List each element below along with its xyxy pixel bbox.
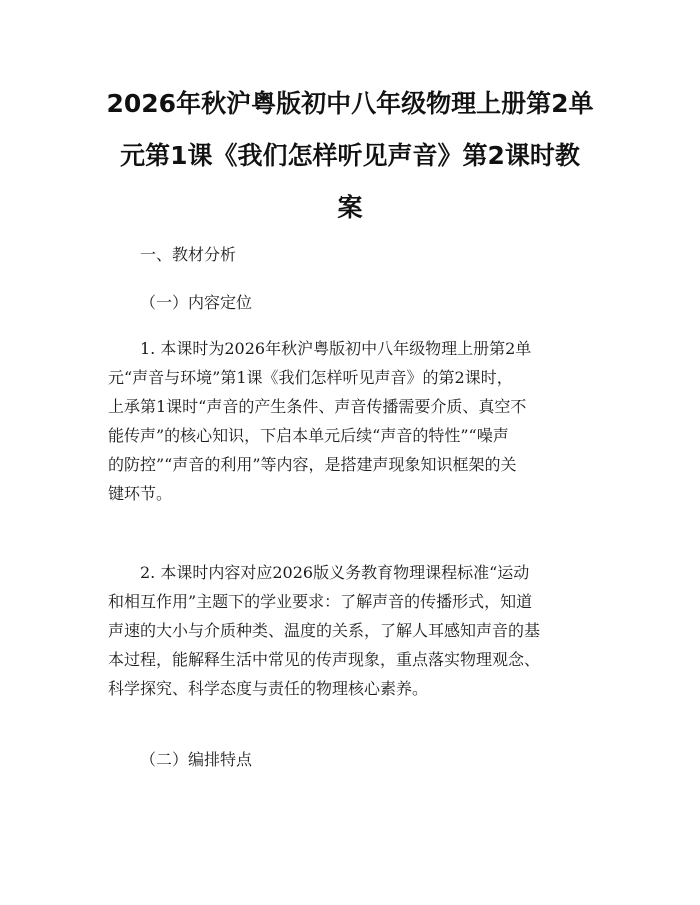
subsection-heading-content-positioning: （一）内容定位 bbox=[140, 293, 253, 312]
title-line: 2026年秋沪粤版初中八年级物理上册第2单 bbox=[106, 89, 594, 118]
paragraph-content-positioning-1 bbox=[108, 334, 596, 508]
paragraph-line: 键环节。 bbox=[108, 484, 173, 503]
paragraph-line: 本过程，能解释生活中常见的传声现象，重点落实物理观念、 bbox=[108, 650, 541, 669]
paragraph-line: 元“声音与环境”第1课《我们怎样听见声音》的第2课时， bbox=[108, 368, 513, 387]
section-heading-textbook-analysis: 一、教材分析 bbox=[140, 245, 237, 264]
paragraph-line: 上承第1课时“声音的产生条件、声音传播需要介质、真空不 bbox=[108, 397, 527, 416]
paragraph-line: 的防控”“声音的利用”等内容，是搭建声现象知识框架的关 bbox=[108, 455, 517, 474]
paragraph-content-positioning-2 bbox=[108, 558, 596, 703]
paragraph-line: 声速的大小与介质种类、温度的关系，了解人耳感知声音的基 bbox=[108, 621, 541, 640]
paragraph-line: 1. 本课时为2026年秋沪粤版初中八年级物理上册第2单 bbox=[108, 339, 532, 358]
paragraph-line: 和相互作用”主题下的学业要求：了解声音的传播形式，知道 bbox=[108, 592, 533, 611]
document-title bbox=[100, 78, 600, 234]
paragraph-line: 能传声”的核心知识，下启本单元后续“声音的特性”“噪声 bbox=[108, 426, 509, 445]
title-line: 案 bbox=[337, 193, 363, 222]
paragraph-line: 科学探究、科学态度与责任的物理核心素养。 bbox=[108, 679, 429, 698]
subsection-heading-layout-features: （二）编排特点 bbox=[140, 750, 253, 769]
paragraph-line: 2. 本课时内容对应2026版义务教育物理课程标准“运动 bbox=[108, 563, 530, 582]
title-line: 元第1课《我们怎样听见声音》第2课时教 bbox=[120, 141, 580, 170]
